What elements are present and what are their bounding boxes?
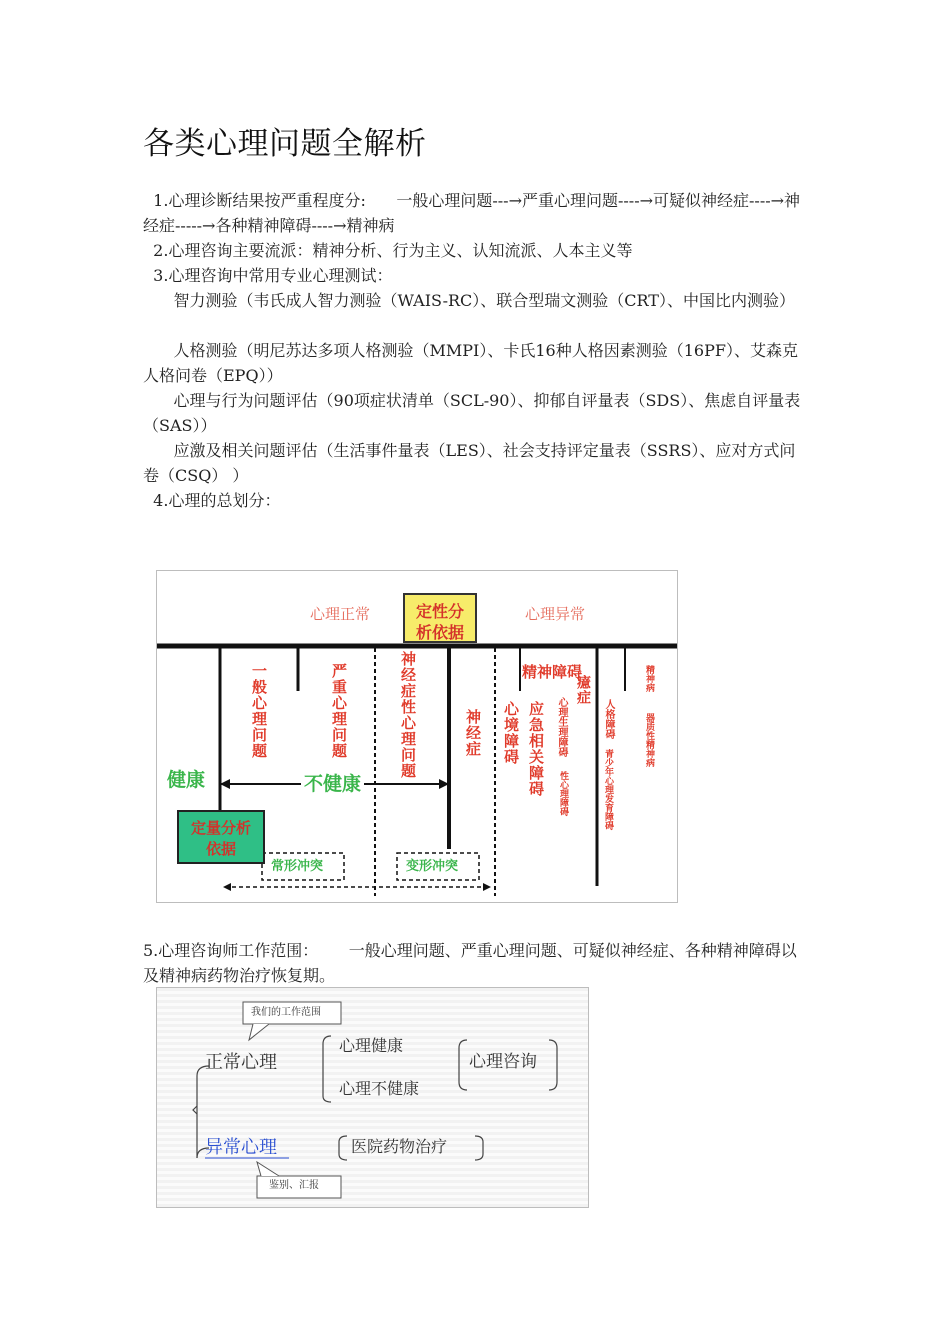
hospital-treatment-label: 医院药物治疗 [351,1137,448,1156]
abnormal-mind-label: 异常心理 [205,1137,277,1158]
healthy-mind-label: 心理健康 [339,1036,404,1055]
col-personality-disorder: 人格障碍 [603,699,614,739]
col-adolescent-disorder: 青少年心理发育障碍 [603,749,613,830]
counseling-label: 心理咨询 [469,1052,537,1072]
page-title: 各类心理问题全解析 [143,126,427,162]
col-organic-psychosis: 器质性精神病 [644,713,654,767]
paragraph-4: 4.心理的总划分： [143,491,281,510]
paragraph-5: 5.心理咨询师工作范围： 一般心理问题、严重心理问题、可疑似神经症、各种精神障碍以及精神病药物治疗恢复期。 [143,941,797,985]
col-stress-disorder: 应急相关障碍 [527,701,545,797]
paragraph-test-intelligence: 智力测验（韦氏成人智力测验（WAIS-RC）、联合型瑞文测验（CRT）、中国比内测验） [143,291,795,310]
unhealthy-label: 不健康 [301,775,364,794]
col-mood-disorder: 心境障碍 [502,701,520,765]
col-psychosis: 精神病 [644,665,654,692]
normal-mind-label: 正常心理 [205,1052,277,1073]
paragraph-test-behavior: 心理与行为问题评估（90项症状清单（SCL-90）、抑郁自评量表（SDS）、焦虑自评量表（SAS）） [143,391,801,435]
qualitative-label: 定性分析依据 [415,602,464,642]
quantitative-box [177,810,265,864]
paragraph-test-stress: 应激及相关问题评估（生活事件量表（LES）、社会支持评定量表（SSRS）、应对方式问卷（CSQ） ） [143,441,796,485]
mental-classification-figure [156,570,678,903]
col-hysteria: 癔症 [575,675,591,705]
col-neurosis: 神经症 [464,709,482,757]
col-psychophysiological: 心理生理障碍 [556,697,567,757]
normal-label: 心理正常 [310,605,371,623]
paragraph-3: 3.心理咨询中常用专业心理测试： [143,266,393,285]
callout-bottom-label: 鉴别、汇报 [269,1180,319,1191]
col-sexual-disorder: 性心理障碍 [558,771,568,816]
col-neurotic-problem: 神经症性心理问题 [399,651,417,779]
conflict-normal-label: 常形冲突 [271,859,324,874]
unhealthy-mind-label: 心理不健康 [339,1079,420,1098]
abnormal-label: 心理异常 [525,605,586,623]
col-general-problem: 一般心理问题 [250,663,268,759]
col-serious-problem: 严重心理问题 [330,663,348,759]
mental-disorder-label: 精神障碍 [522,663,583,681]
work-scope-figure [156,987,589,1208]
qualitative-box [403,593,477,643]
paragraph-test-personality: 人格测验（明尼苏达多项人格测验（MMPI）、卡氏16种人格因素测验（16PF）、艾森克人格问卷（EPQ）） [143,341,798,385]
paragraph-2: 2.心理咨询主要流派：精神分析、行为主义、认知流派、人本主义等 [143,241,633,260]
healthy-label: 健康 [167,769,206,791]
quantitative-label: 定量分析依据 [190,819,251,858]
paragraph-1: 1.心理诊断结果按严重程度分: 一般心理问题---→严重心理问题----→可疑似神经症----→神经症-----→各种精神障碍----→精神病 [143,191,801,235]
callout-top-label: 我们的工作范围 [251,1007,321,1018]
conflict-abnormal-label: 变形冲突 [406,859,459,874]
